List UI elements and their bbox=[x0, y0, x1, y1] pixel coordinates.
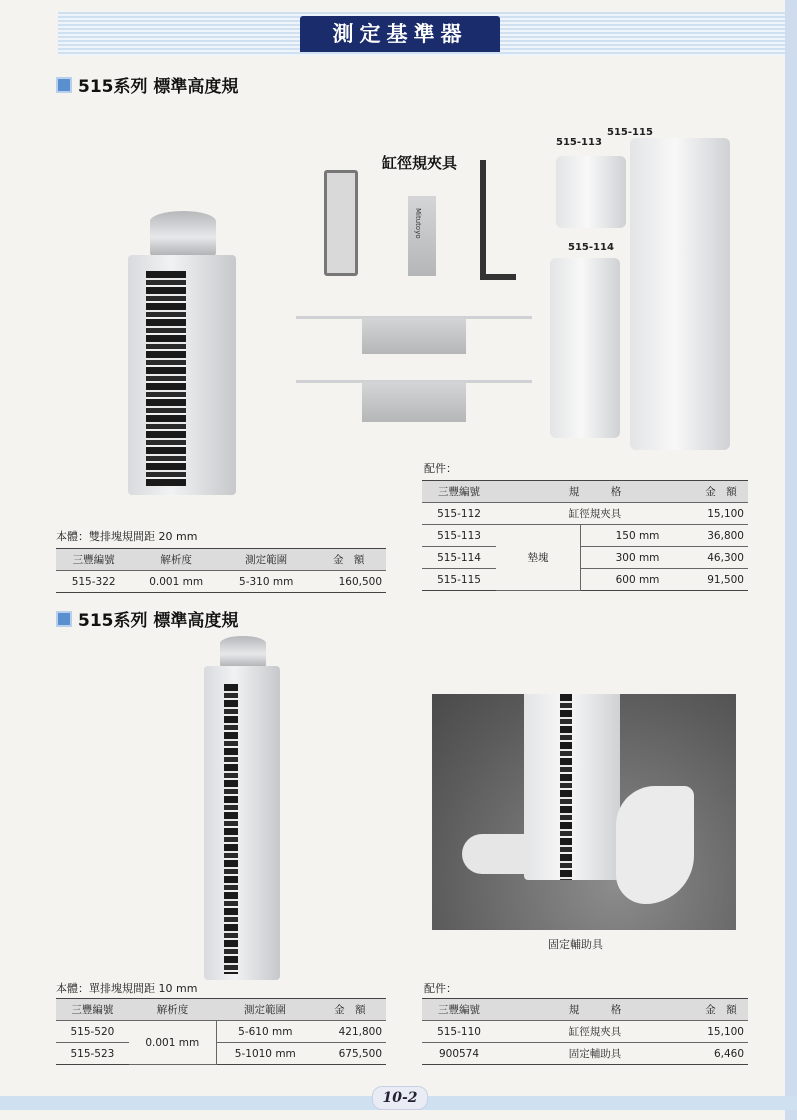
riser-515-113 bbox=[556, 156, 626, 228]
table-row bbox=[422, 569, 748, 591]
col-price: 金 額 bbox=[694, 999, 748, 1021]
cell-code: 515-115 bbox=[422, 569, 496, 591]
riser-label-515-114: 515-114 bbox=[568, 242, 614, 253]
cell-price: 675,500 bbox=[314, 1043, 386, 1065]
table-row bbox=[422, 503, 748, 525]
page-number: 10-2 bbox=[372, 1086, 428, 1110]
col-price: 金 額 bbox=[694, 481, 748, 503]
section2-acc-table bbox=[422, 998, 748, 1065]
table-row bbox=[422, 525, 748, 547]
col-spec: 規 格 bbox=[496, 999, 694, 1021]
column-in-photo bbox=[524, 694, 620, 880]
section1-acc-table bbox=[422, 480, 748, 591]
section2-main-table bbox=[56, 998, 386, 1065]
cell-range: 5-610 mm bbox=[216, 1021, 314, 1043]
table-header-row bbox=[56, 549, 386, 571]
hex-wrench-arm bbox=[480, 274, 516, 280]
col-code: 三豐編號 bbox=[422, 999, 496, 1021]
cell-price: 91,500 bbox=[694, 569, 748, 591]
col-price: 金 額 bbox=[314, 999, 386, 1021]
cell-price: 36,800 bbox=[694, 525, 748, 547]
gauge-body bbox=[204, 666, 280, 980]
table-row bbox=[422, 1043, 748, 1065]
table-row bbox=[56, 1043, 386, 1065]
left-foot bbox=[462, 834, 532, 874]
cell-group: 墊塊 bbox=[496, 525, 581, 591]
height-master-image bbox=[128, 205, 236, 505]
clamp-base-top bbox=[362, 318, 466, 354]
section1-main-table bbox=[56, 548, 386, 593]
maker-mark: Mitutoyo bbox=[414, 208, 422, 239]
col-code: 三豐編號 bbox=[422, 481, 496, 503]
section2-main-caption: 本體：單排塊規間距 10 mm bbox=[56, 982, 198, 995]
cell-code: 515-113 bbox=[422, 525, 496, 547]
table-row bbox=[422, 1021, 748, 1043]
single-row-height-master-image bbox=[200, 636, 290, 982]
section2-title-text: 515系列 標準高度規 bbox=[78, 611, 239, 631]
cell-size: 600 mm bbox=[581, 569, 695, 591]
page-title: 測定基準器 bbox=[332, 22, 468, 46]
table-header-row bbox=[422, 481, 748, 503]
cell-price: 15,100 bbox=[694, 1021, 748, 1043]
fixing-stand-photo bbox=[432, 694, 736, 930]
bullet-square-icon bbox=[56, 77, 72, 93]
photo-caption: 固定輔助具 bbox=[548, 938, 603, 951]
right-edge-band bbox=[785, 0, 797, 1120]
cell-range: 5-310 mm bbox=[221, 571, 311, 593]
bore-gauge-clamp-image bbox=[290, 160, 540, 440]
col-range: 測定範圍 bbox=[216, 999, 314, 1021]
section2-title bbox=[56, 606, 238, 631]
cell-size: 150 mm bbox=[581, 525, 695, 547]
cell-price: 6,460 bbox=[694, 1043, 748, 1065]
table-row bbox=[56, 571, 386, 593]
cell-spec: 缸徑規夾具 bbox=[496, 503, 694, 525]
col-resolution: 解析度 bbox=[129, 999, 217, 1021]
cell-code: 515-322 bbox=[56, 571, 131, 593]
section1-title bbox=[56, 72, 238, 97]
cell-resolution: 0.001 mm bbox=[129, 1021, 217, 1065]
riser-label-515-115: 515-115 bbox=[607, 127, 653, 138]
clamp-block bbox=[408, 196, 436, 276]
cell-size: 300 mm bbox=[581, 547, 695, 569]
cell-spec: 缸徑規夾具 bbox=[496, 1021, 694, 1043]
table-header-row bbox=[422, 999, 748, 1021]
col-code: 三豐編號 bbox=[56, 549, 131, 571]
riser-label-515-113: 515-113 bbox=[556, 137, 602, 148]
col-spec: 規 格 bbox=[496, 481, 694, 503]
section1-acc-caption: 配件： bbox=[424, 462, 457, 475]
cell-range: 5-1010 mm bbox=[216, 1043, 314, 1065]
table-row bbox=[422, 547, 748, 569]
table-row bbox=[56, 1021, 386, 1043]
cell-code: 515-114 bbox=[422, 547, 496, 569]
section1-title-text: 515系列 標準高度規 bbox=[78, 77, 239, 97]
cell-price: 160,500 bbox=[311, 571, 386, 593]
cell-code: 515-520 bbox=[56, 1021, 129, 1043]
riser-515-114 bbox=[550, 258, 620, 438]
section1-main-caption: 本體：雙排塊規間距 20 mm bbox=[56, 530, 198, 543]
cell-price: 15,100 bbox=[694, 503, 748, 525]
bullet-square-icon bbox=[56, 611, 72, 627]
col-code: 三豐編號 bbox=[56, 999, 129, 1021]
cell-price: 421,800 bbox=[314, 1021, 386, 1043]
table-header-row bbox=[56, 999, 386, 1021]
cell-code: 515-523 bbox=[56, 1043, 129, 1065]
block-stack-in-photo bbox=[560, 694, 572, 880]
col-resolution: 解析度 bbox=[131, 549, 221, 571]
gauge-block-stack bbox=[146, 271, 186, 486]
clamp-base-bottom bbox=[362, 382, 466, 422]
clamp-frame bbox=[324, 170, 358, 276]
cell-code: 515-112 bbox=[422, 503, 496, 525]
cell-resolution: 0.001 mm bbox=[131, 571, 221, 593]
cell-code: 515-110 bbox=[422, 1021, 496, 1043]
col-price: 金 額 bbox=[311, 549, 386, 571]
hex-wrench bbox=[480, 160, 486, 280]
cell-code: 900574 bbox=[422, 1043, 496, 1065]
gauge-block-stack bbox=[224, 684, 238, 974]
col-range: 測定範圍 bbox=[221, 549, 311, 571]
right-foot bbox=[616, 786, 694, 904]
clamp-label: 缸徑規夾具 bbox=[382, 154, 458, 172]
cell-price: 46,300 bbox=[694, 547, 748, 569]
cell-spec: 固定輔助具 bbox=[496, 1043, 694, 1065]
section2-acc-caption: 配件： bbox=[424, 982, 457, 995]
riser-515-115 bbox=[630, 138, 730, 450]
